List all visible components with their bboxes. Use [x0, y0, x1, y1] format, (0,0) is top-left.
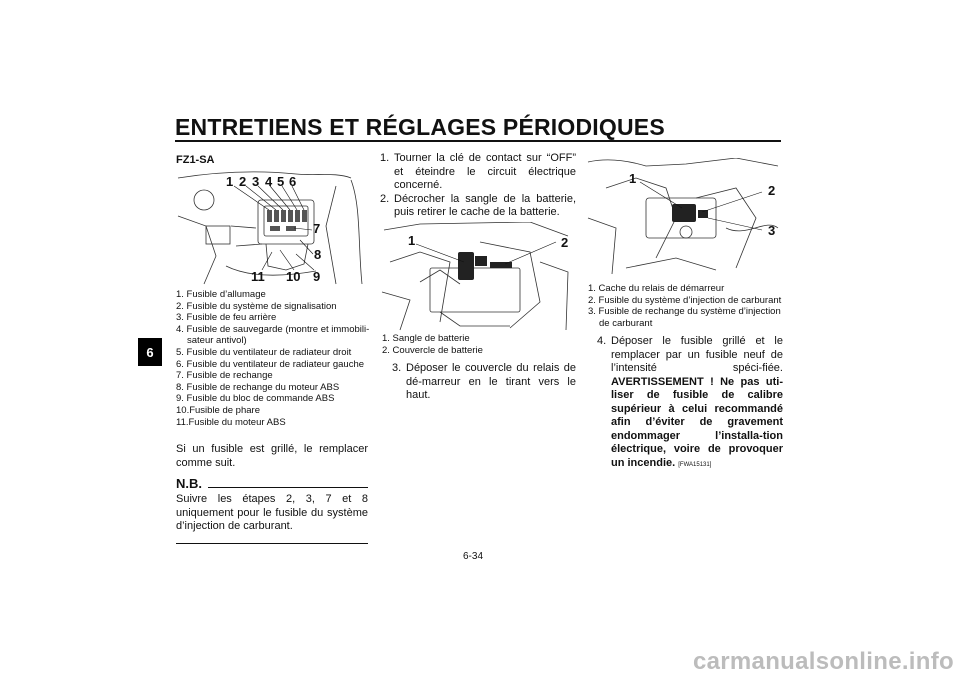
- step-4: 4. Déposer le fusible grillé et le remplacer par un fusible neuf de l’intensité spéci-fiée. AVERTISSEMENT ! Ne pas uti-liser de fusible de calibre supérieur à celui recommandé afin d’éviter de gravement endommager l’installa-tion électrique, voire de provoquer un incendie. [FWA15131]: [597, 335, 783, 469]
- battery-fig-label-1: 1: [408, 233, 416, 248]
- fig-label-11: 11: [251, 269, 265, 284]
- fig-label-9: 9: [313, 269, 321, 284]
- battery-legend: [382, 333, 572, 356]
- battery-fig-label-2: 2: [561, 235, 569, 250]
- page-title: ENTRETIENS ET RÉGLAGES PÉRIODIQUES: [175, 114, 665, 140]
- legend-item: 3. Fusible de rechange du système d’injection: [588, 306, 781, 318]
- step-4-text: Déposer le fusible grillé et le remplacer par un fusible neuf de l’intensité spéci-fiée.: [611, 335, 783, 374]
- fig-label-3: 3: [252, 174, 260, 189]
- fig-label-6: 6: [289, 174, 297, 189]
- legend-item: 1. Sangle de batterie: [382, 333, 470, 344]
- legend-item: 7. Fusible de rechange: [176, 370, 273, 382]
- relay-fig-label-3: 3: [768, 223, 776, 238]
- relay-fig-label-2: 2: [768, 183, 776, 198]
- legend-item: 5. Fusible du ventilateur de radiateur droit: [176, 346, 352, 358]
- page-number: 6-34: [463, 551, 484, 562]
- legend-item: 1. Fusible d’allumage: [176, 289, 266, 300]
- legend-item: sateur antivol): [187, 335, 247, 347]
- fig-label-10: 10: [286, 269, 301, 284]
- nb-title: N.B.: [176, 476, 202, 491]
- fig-label-1: 1: [226, 174, 234, 189]
- starter-relay-illustration: [586, 158, 782, 276]
- nb-box: [176, 476, 368, 544]
- nb-text: Suivre les étapes 2, 3, 7 et 8 uniquement pour le fusible du système d’injection de carburant.: [176, 493, 368, 532]
- relay-fig-label-1: 1: [629, 171, 637, 186]
- fig-label-5: 5: [277, 174, 285, 189]
- chapter-tab: 6: [138, 338, 162, 366]
- relay-legend: [588, 283, 784, 329]
- fig-label-4: 4: [265, 174, 273, 189]
- warning-code: [FWA15131]: [678, 461, 712, 468]
- title-rule: [175, 140, 781, 142]
- warning-text: AVERTISSEMENT ! Ne pas uti-liser de fusible de calibre supérieur à celui recommandé afin d’éviter de gravement endommager l’installa-tion électrique, voire de provoquer un incendie.: [611, 375, 783, 469]
- legend-item: 6. Fusible du ventilateur de radiateur gauche: [176, 358, 365, 370]
- legend-item: 10.Fusible de phare: [176, 404, 260, 416]
- intro-paragraph: Si un fusible est grillé, le remplacer comme suit.: [176, 443, 368, 469]
- legend-item: 2. Couvercle de batterie: [382, 344, 483, 356]
- legend-item: 3. Fusible de feu arrière: [176, 312, 277, 324]
- fig-label-8: 8: [314, 247, 322, 262]
- legend-item: 4. Fusible de sauvegarde (montre et immobili-: [176, 323, 370, 335]
- step-2: 2. Décrocher la sangle de la batterie, puis retirer le cache de la batterie.: [380, 192, 576, 218]
- fuse-legend: [176, 289, 371, 428]
- legend-item: 9. Fusible du bloc de commande ABS: [176, 393, 335, 405]
- steps-1-2: [380, 152, 576, 220]
- model-label: FZ1-SA: [176, 154, 215, 166]
- step-1: 1. Tourner la clé de contact sur “OFF” et éteindre le circuit électrique concerné.: [380, 152, 576, 191]
- legend-item: 11.Fusible du moteur ABS: [176, 416, 286, 428]
- nb-bottom-rule: [176, 543, 368, 544]
- legend-item: 2. Fusible du système de signalisation: [176, 300, 337, 312]
- legend-item: 1. Cache du relais de démarreur: [588, 283, 725, 294]
- legend-item: 2. Fusible du système d’injection de carburant: [588, 294, 782, 306]
- step-3: 3. Déposer le couvercle du relais de dé-marreur en le tirant vers le haut.: [392, 362, 576, 401]
- watermark: carmanualsonline.info: [692, 648, 954, 675]
- nb-top-rule: [208, 487, 368, 488]
- legend-item: 8. Fusible de rechange du moteur ABS: [176, 381, 340, 393]
- fig-label-7: 7: [313, 221, 321, 236]
- fig-label-2: 2: [239, 174, 247, 189]
- legend-item: de carburant: [599, 317, 653, 329]
